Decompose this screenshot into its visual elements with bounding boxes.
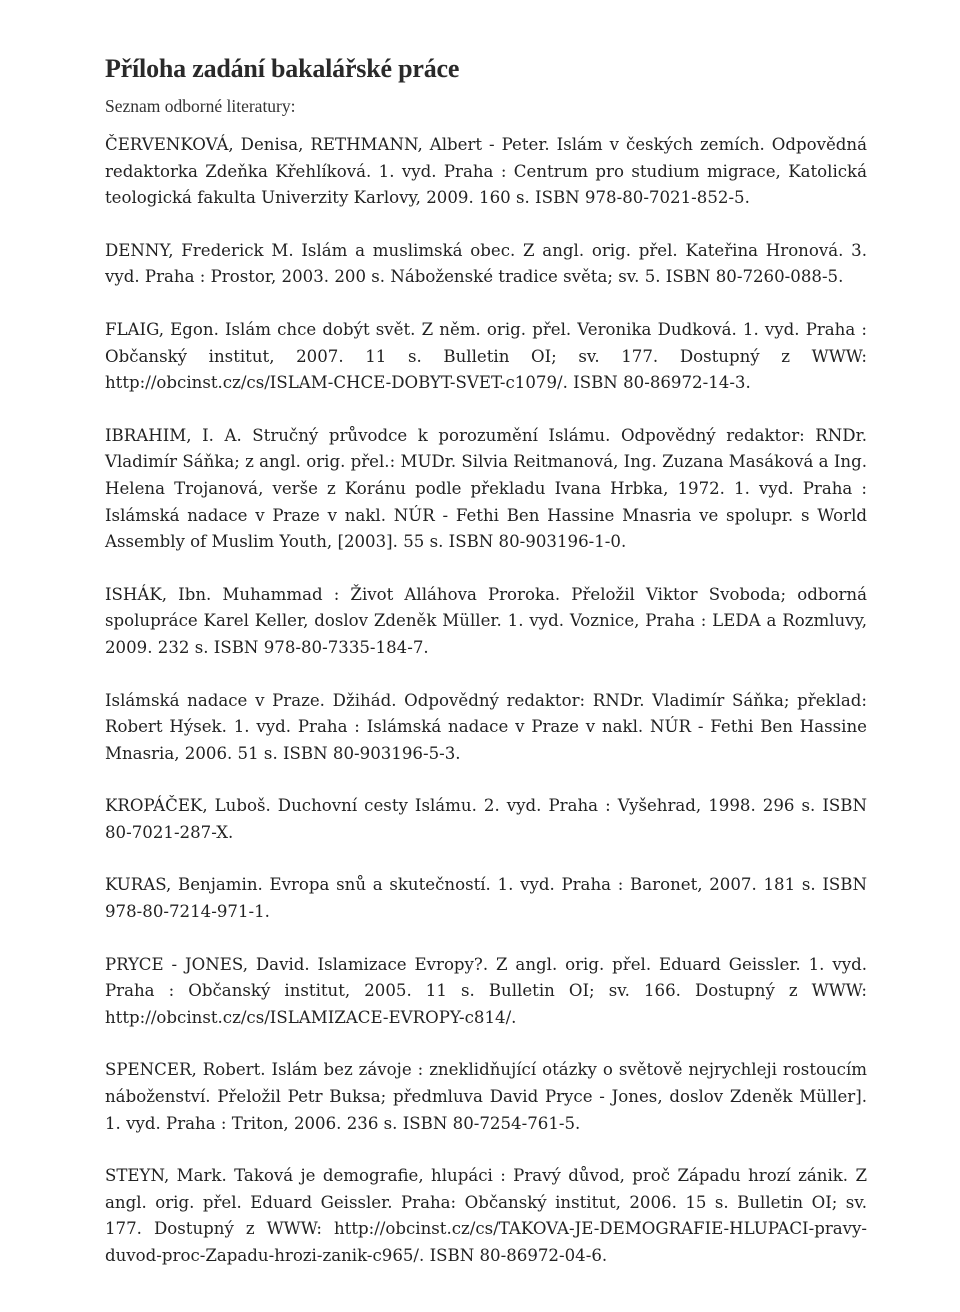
- bibliography-heading: Seznam odborné literatury:: [105, 96, 296, 116]
- reference-denny: DENNY, Frederick M. Islám a muslimská obec. Z angl. orig. přel. Kateřina Hronová. 3. vyd. Praha : Prostor, 2003. 200 s. Náboženské tradice světa; sv. 5. ISBN 80-7260-088-5.: [105, 240, 867, 287]
- reference-cervenkova: ČERVENKOVÁ, Denisa, RETHMANN, Albert - Peter. Islám v českých zemích. Odpovědná redaktorka Zdeňka Křehlíková. 1. vyd. Praha : Centrum pro studium migrace, Katolická teologická fakulta Univerzity Karlovy, 2009. 160 s. ISBN 978-80-7021-852-5.: [105, 135, 867, 208]
- reference-islamska-nadace: Islámská nadace v Praze. Džihád. Odpovědný redaktor: RNDr. Vladimír Sáňka; překlad: Robert Hýsek. 1. vyd. Praha : Islámská nadace v Praze v nakl. NÚR - Fethi Ben Hassine Mnasria, 2006. 51 s. ISBN 80-903196-5-3.: [105, 690, 867, 763]
- reference-steyn: STEYN, Mark. Taková je demografie, hlupáci : Pravý důvod, proč Západu hrozí zánik. Z angl. orig. přel. Eduard Geissler. Praha: Občanský institut, 2006. 15 s. Bulletin OI; sv. 177. Dostupný z WWW: http://obcinst.cz/cs/TAKOVA-JE-DEMOGRAFIE-HLUPACI-pravy-duvod-proc-Zapadu-hrozi-zanik-c965/. ISBN 80-86972-04-6.: [105, 1166, 867, 1265]
- reference-pryce-jones: PRYCE - JONES, David. Islamizace Evropy?. Z angl. orig. přel. Eduard Geissler. 1. vyd. Praha : Občanský institut, 2005. 11 s. Bulletin OI; sv. 166. Dostupný z WWW: http://obcinst.cz/cs/ISLAMIZACE-EVROPY-c814/.: [105, 954, 867, 1027]
- reference-spencer: SPENCER, Robert. Islám bez závoje : zneklidňující otázky o světově nejrychleji rostoucím náboženství. Přeložil Petr Buksa; předmluva David Pryce - Jones, doslov Zdeněk Müller]. 1. vyd. Praha : Triton, 2006. 236 s. ISBN 80-7254-761-5.: [105, 1060, 867, 1133]
- reference-ishak: ISHÁK, Ibn. Muhammad : Život Alláhova Proroka. Přeložil Viktor Svoboda; odborná spolupráce Karel Keller, doslov Zdeněk Müller. 1. vyd. Voznice, Praha : LEDA a Rozmluvy, 2009. 232 s. ISBN 978-80-7335-184-7.: [105, 584, 867, 657]
- bibliography-list: [105, 132, 867, 1270]
- page-title: Příloha zadání bakalářské práce: [105, 54, 460, 83]
- reference-kropacek: KROPÁČEK, Luboš. Duchovní cesty Islámu. 2. vyd. Praha : Vyšehrad, 1998. 296 s. ISBN 80-7021-287-X.: [105, 796, 867, 842]
- reference-kuras: KURAS, Benjamin. Evropa snů a skutečností. 1. vyd. Praha : Baronet, 2007. 181 s. ISBN 978-80-7214-971-1.: [105, 875, 867, 922]
- reference-flaig: FLAIG, Egon. Islám chce dobýt svět. Z něm. orig. přel. Veronika Dudková. 1. vyd. Praha : Občanský institut, 2007. 11 s. Bulletin OI; sv. 177. Dostupný z WWW: http://obcinst.cz/cs/ISLAM-CHCE-DOBYT-SVET-c1079/. ISBN 80-86972-14-3.: [105, 319, 867, 393]
- document-page: [105, 52, 867, 1294]
- reference-ibrahim: IBRAHIM, I. A. Stručný průvodce k porozumění Islámu. Odpovědný redaktor: RNDr. Vladimír Sáňka; z angl. orig. přel.: MUDr. Silvia Reitmanová, Ing. Zuzana Masáková a Ing. Helena Trojanová, verše z Koránu podle překladu Ivana Hrbka, 1972. 1. vyd. Praha : Islámská nadace v Praze v nakl. NÚR - Fethi Ben Hassine Mnasria ve spolupr. s World Assembly of Muslim Youth, [2003]. 55 s. ISBN 80-903196-1-0.: [105, 425, 867, 552]
